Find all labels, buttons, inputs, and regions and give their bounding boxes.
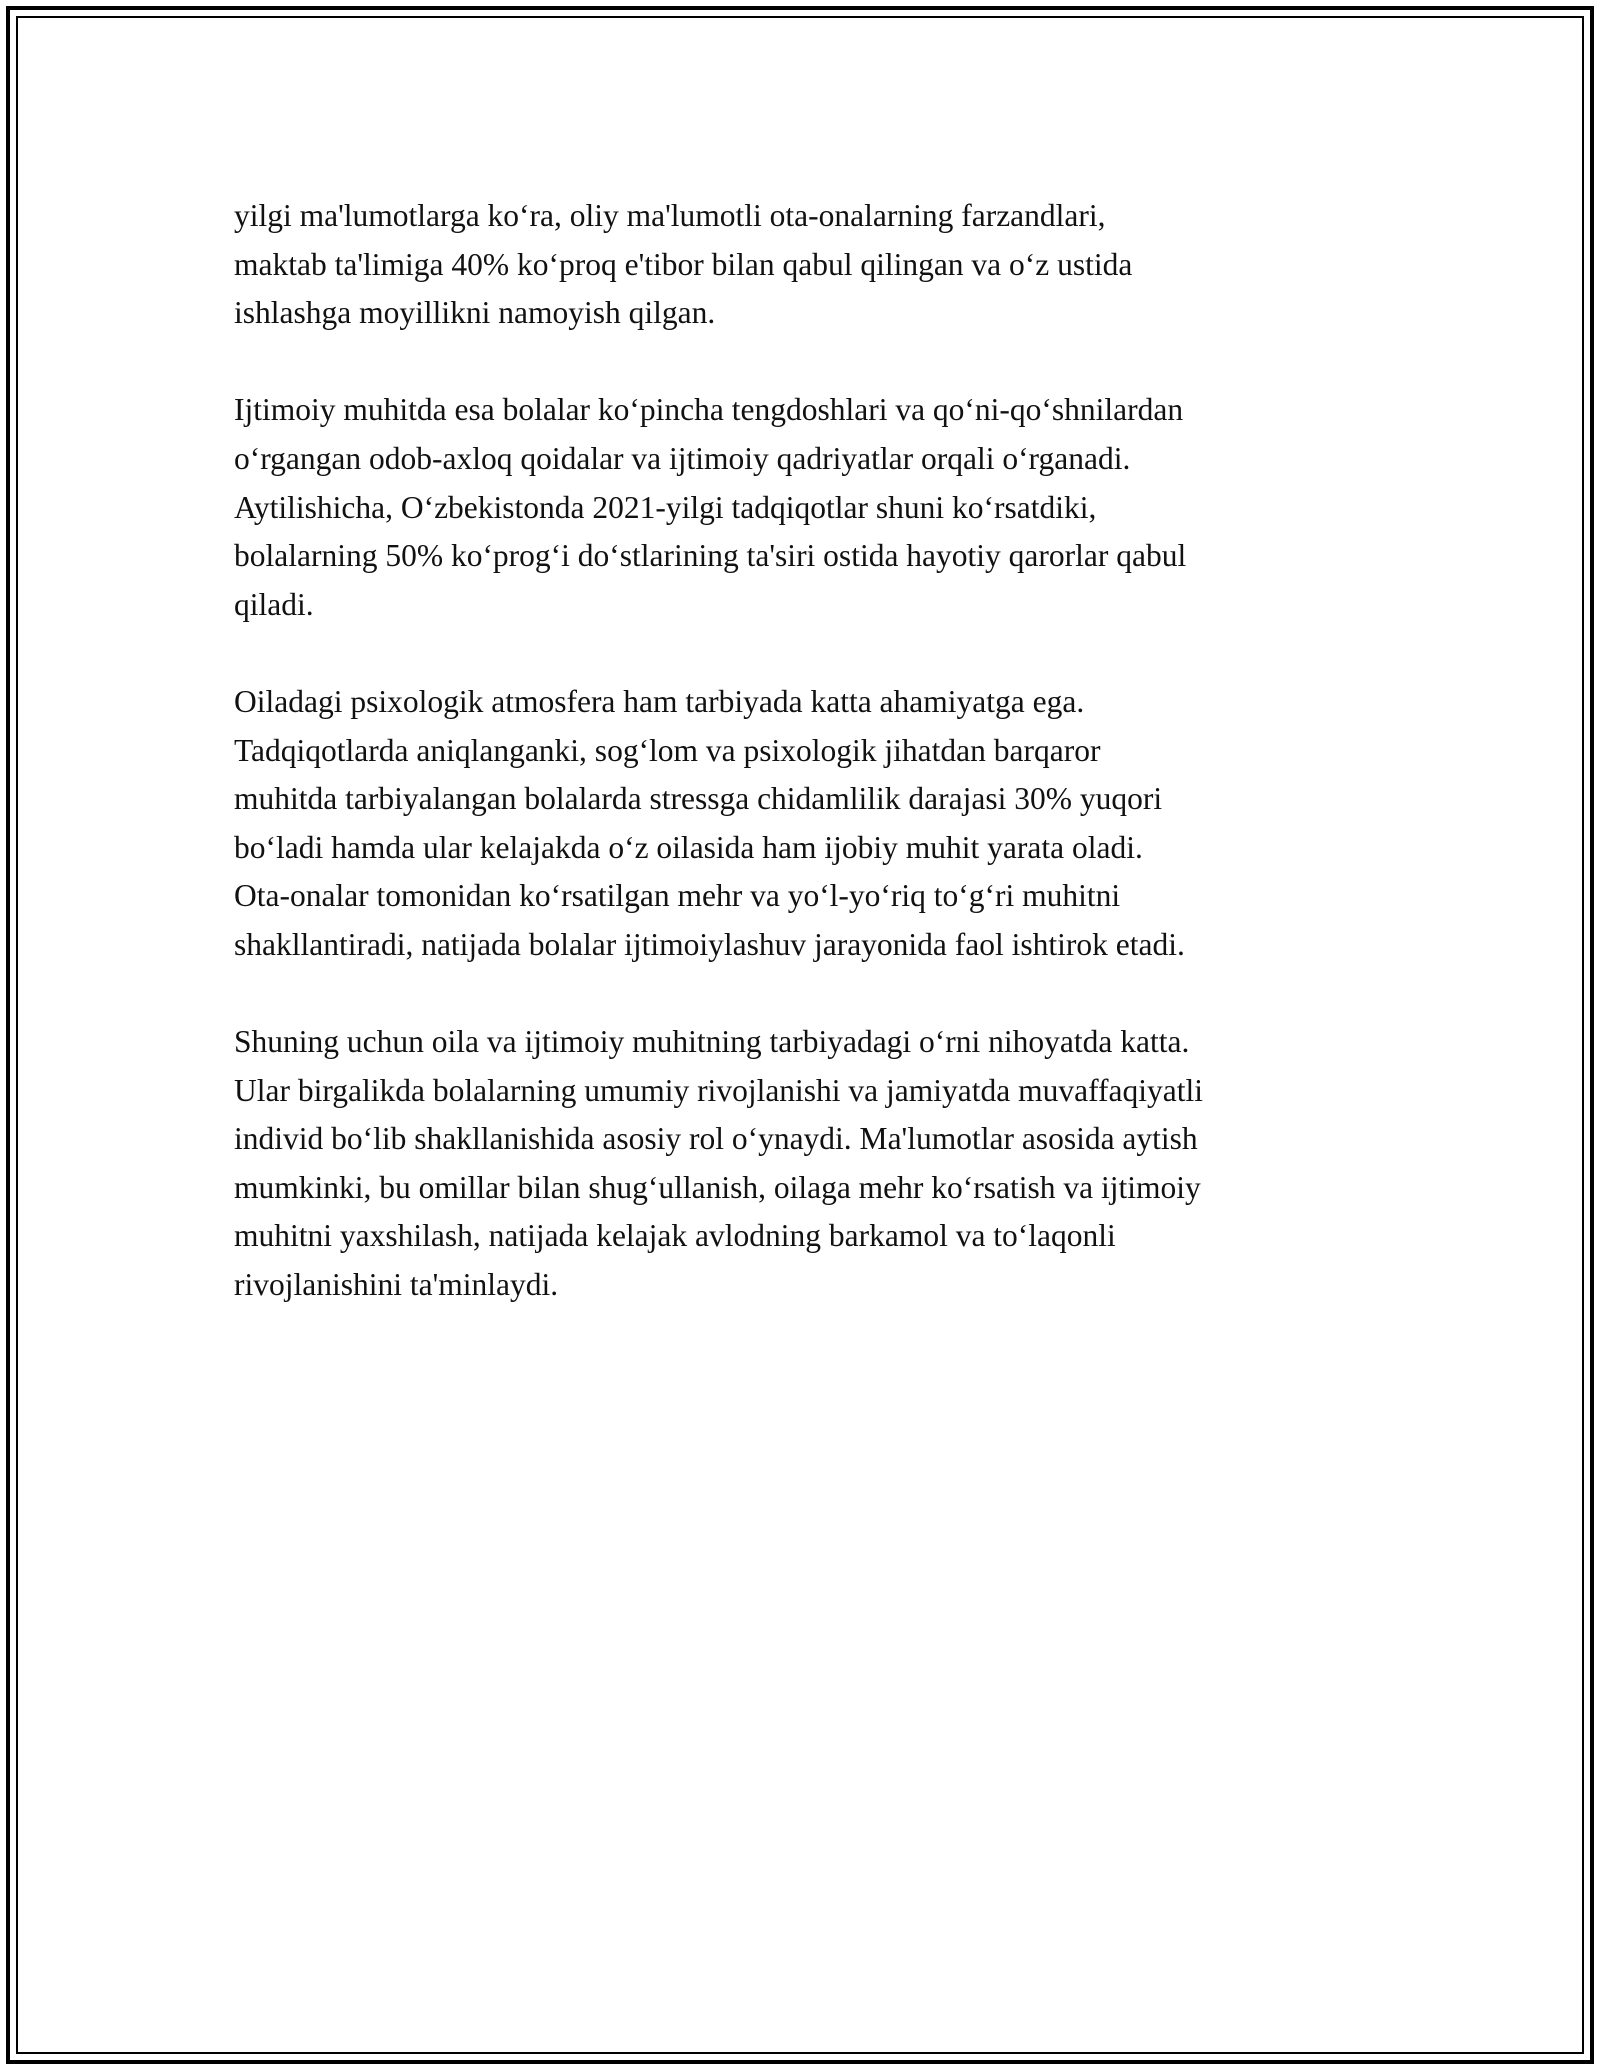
text-line: yilgi ma'lumotlarga koʻra, oliy ma'lumotli ota-onalarning farzandlari, xyxy=(234,198,1106,233)
text-line: bolalarning 50% koʻprogʻi doʻstlarining ta'siri ostida hayotiy qarorlar qabul xyxy=(234,538,1187,574)
text-line: Oiladagi psixologik atmosfera ham tarbiyada katta ahamiyatga ega. xyxy=(234,683,1085,719)
text-line: mumkinki, bu omillar bilan shugʻullanish, oilaga mehr koʻrsatish va ijtimoiy xyxy=(234,1169,1201,1205)
paragraph-2 xyxy=(234,386,1414,629)
text-line: boʻladi hamda ular kelajakda oʻz oilasida ham ijobiy muhit yarata oladi. xyxy=(234,829,1143,865)
text-line: maktab ta'limiga 40% koʻproq e'tibor bilan qabul qilingan va oʻz ustida xyxy=(234,246,1133,282)
document-page xyxy=(6,6,1594,2064)
text-line: Ijtimoiy muhitda esa bolalar koʻpincha tengdoshlari va qoʻni-qoʻshnilardan xyxy=(234,392,1184,428)
text-line: ishlashga moyillikni namoyish qilgan. xyxy=(234,295,716,331)
text-line: muhitni yaxshilash, natijada kelajak avlodning barkamol va toʻlaqonli xyxy=(234,1218,1116,1254)
text-line: Tadqiqotlarda aniqlanganki, sogʻlom va psixologik jihatdan barqaror xyxy=(234,732,1101,768)
text-line: muhitda tarbiyalangan bolalarda stressga chidamlilik darajasi 30% yuqori xyxy=(234,781,1163,817)
text-line: shakllantiradi, natijada bolalar ijtimoiylashuv jarayonida faol ishtirok etadi. xyxy=(234,926,1185,962)
text-line: rivojlanishini ta'minlaydi. xyxy=(234,1267,559,1303)
paragraph-3 xyxy=(234,678,1414,970)
text-line: Aytilishicha, Oʻzbekistonda 2021-yilgi tadqiqotlar shuni koʻrsatdiki, xyxy=(234,489,1097,525)
text-line: oʻrgangan odob-axloq qoidalar va ijtimoiy qadriyatlar orqali oʻrganadi. xyxy=(234,440,1131,476)
document-body xyxy=(234,192,1414,1358)
paragraph-1 xyxy=(234,192,1414,338)
text-line: Shuning uchun oila va ijtimoiy muhitning tarbiyadagi oʻrni nihoyatda katta. xyxy=(234,1024,1190,1060)
text-line: Ota-onalar tomonidan koʻrsatilgan mehr va yoʻl-yoʻriq toʻgʻri muhitni xyxy=(234,878,1121,914)
text-line: individ boʻlib shakllanishida asosiy rol oʻynaydi. Ma'lumotlar asosida aytish xyxy=(234,1121,1198,1157)
text-line: qiladi. xyxy=(234,586,314,622)
text-line: Ular birgalikda bolalarning umumiy rivojlanishi va jamiyatda muvaffaqiyatli xyxy=(234,1072,1203,1108)
paragraph-4 xyxy=(234,1018,1414,1310)
